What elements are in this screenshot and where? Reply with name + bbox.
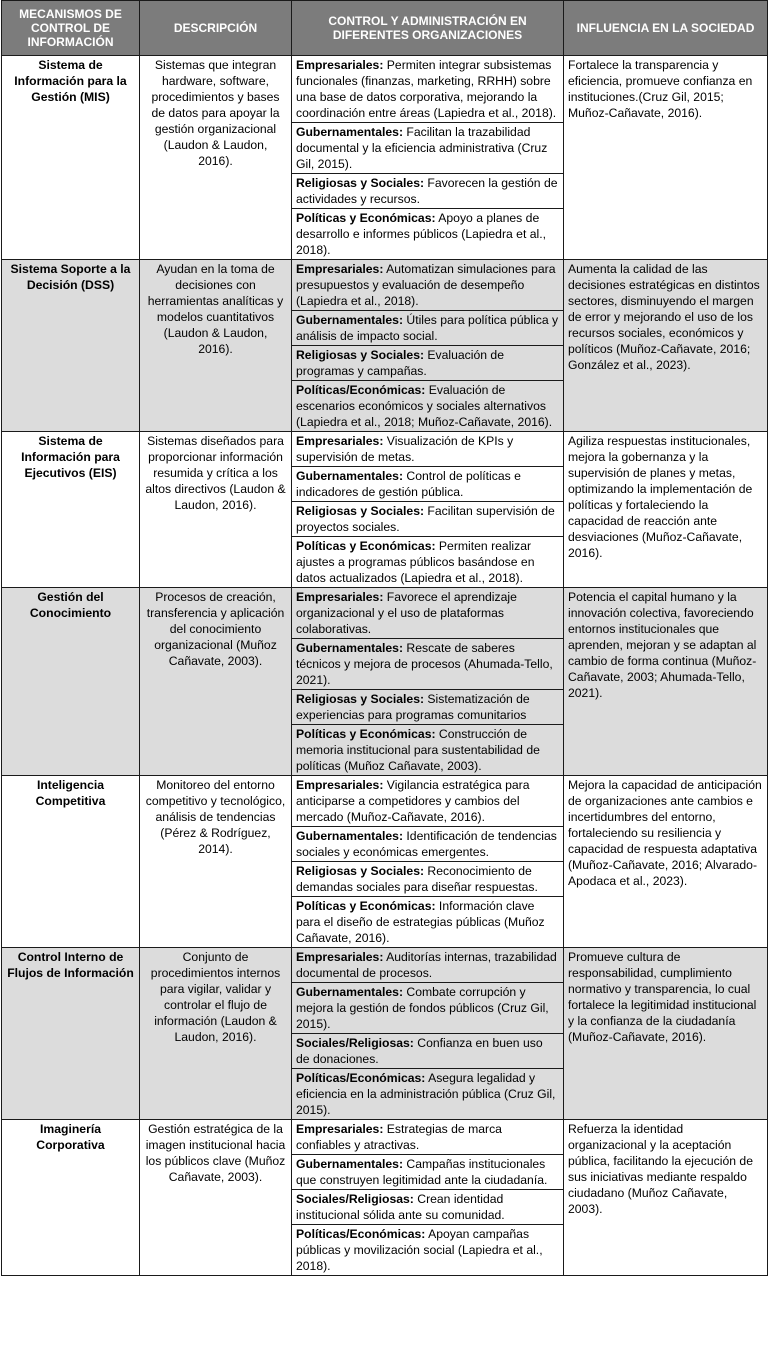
control-item — [292, 776, 563, 826]
table-row — [2, 432, 768, 588]
control-text: Facilitan supervisión de proyectos sociales. — [296, 504, 555, 534]
mechanism-cell: Sistema Soporte a la Decisión (DSS) — [2, 260, 140, 432]
control-label: Políticas/Económicas: — [296, 1071, 426, 1085]
control-text: Facilitan la trazabilidad documental y la eficiencia administrativa (Cruz Gil, 2015). — [296, 125, 548, 171]
control-item — [292, 689, 563, 724]
control-text: Sistematización de experiencias para programas comunitarios — [296, 692, 530, 722]
control-label: Gubernamentales: — [296, 313, 404, 327]
mechanism-cell: Control Interno de Flujos de Información — [2, 948, 140, 1120]
control-item — [292, 1120, 563, 1154]
header-control: CONTROL Y ADMINISTRACIÓN EN DIFERENTES ORGANIZACIONES — [292, 1, 564, 56]
control-item — [292, 536, 563, 587]
description-cell: Monitoreo del entorno competitivo y tecnológico, análisis de tendencias (Pérez & Rodríguez, 2014). — [140, 776, 292, 948]
control-item — [292, 122, 563, 173]
control-cell — [292, 260, 564, 432]
control-item — [292, 432, 563, 466]
control-text: Crean identidad institucional sólida ante su comunidad. — [296, 1192, 505, 1222]
control-item — [292, 826, 563, 861]
control-text: Asegura legalidad y eficiencia en la administración pública (Cruz Gil, 2015). — [296, 1071, 556, 1117]
control-item — [292, 466, 563, 501]
control-item — [292, 1068, 563, 1119]
header-influence: INFLUENCIA EN LA SOCIEDAD — [564, 1, 768, 56]
header-row — [2, 1, 768, 56]
control-label: Empresariales: — [296, 950, 384, 964]
control-text: Vigilancia estratégica para anticiparse a competidores y cambios del mercado (Muñoz-Cañavate, 2016). — [296, 778, 530, 824]
control-item — [292, 56, 563, 122]
description-cell: Sistemas diseñados para proporcionar información resumida y crítica a los altos directivos (Laudon & Laudon, 2016). — [140, 432, 292, 588]
control-item — [292, 345, 563, 380]
control-label: Gubernamentales: — [296, 469, 404, 483]
control-cell — [292, 56, 564, 260]
control-item — [292, 982, 563, 1033]
table-row — [2, 588, 768, 776]
control-label: Políticas y Económicas: — [296, 727, 436, 741]
control-text: Identificación de tendencias sociales y económicas emergentes. — [296, 829, 557, 859]
control-item — [292, 310, 563, 345]
control-cell — [292, 776, 564, 948]
control-text: Favorecen la gestión de actividades y recursos. — [296, 176, 558, 206]
control-text: Reconocimiento de demandas sociales para diseñar respuestas. — [296, 864, 538, 894]
control-text: Visualización de KPIs y supervisión de metas. — [296, 434, 514, 464]
control-label: Sociales/Religiosas: — [296, 1036, 414, 1050]
control-label: Empresariales: — [296, 58, 384, 72]
control-label: Políticas y Económicas: — [296, 899, 436, 913]
control-text: Confianza en buen uso de donaciones. — [296, 1036, 543, 1066]
control-label: Políticas y Económicas: — [296, 211, 436, 225]
mechanism-cell: Inteligencia Competitiva — [2, 776, 140, 948]
description-cell: Sistemas que integran hardware, software, procedimientos y bases de datos para apoyar la gestión organizacional (Laudon & Laudon, 2016). — [140, 56, 292, 260]
control-label: Religiosas y Sociales: — [296, 692, 425, 706]
control-text: Útiles para política pública y análisis de impacto social. — [296, 313, 559, 343]
control-text: Campañas institucionales que construyen legitimidad ante la ciudadanía. — [296, 1157, 548, 1187]
control-item — [292, 638, 563, 689]
control-label: Religiosas y Sociales: — [296, 504, 425, 518]
control-text: Favorece el aprendizaje organizacional y el uso de plataformas colaborativas. — [296, 590, 517, 636]
control-label: Religiosas y Sociales: — [296, 348, 425, 362]
control-item — [292, 260, 563, 310]
control-label: Religiosas y Sociales: — [296, 864, 425, 878]
control-text: Auditorías internas, trazabilidad documental de procesos. — [296, 950, 557, 980]
control-label: Gubernamentales: — [296, 985, 404, 999]
influence-cell: Agiliza respuestas institucionales, mejora la gobernanza y la supervisión de planes y metas, optimizando la implementación de políticas y fortaleciendo la capacidad de reacción ante desviaciones (Muñoz-Cañavate, 2016). — [564, 432, 768, 588]
control-text: Combate corrupción y mejora la gestión de fondos públicos (Cruz Gil, 2015). — [296, 985, 549, 1031]
control-item — [292, 948, 563, 982]
header-mechanisms: MECANISMOS DE CONTROL DE INFORMACIÓN — [2, 1, 140, 56]
control-label: Gubernamentales: — [296, 829, 404, 843]
control-text: Permiten realizar ajustes a programas públicos basándose en datos actualizados (Lapiedra et al., 2018). — [296, 539, 535, 585]
control-cell — [292, 948, 564, 1120]
control-item — [292, 380, 563, 431]
header-description: DESCRIPCIÓN — [140, 1, 292, 56]
control-cell — [292, 1120, 564, 1276]
control-label: Políticas/Económicas: — [296, 1227, 426, 1241]
control-text: Evaluación de programas y campañas. — [296, 348, 504, 378]
control-text: Construcción de memoria institucional para sustentabilidad de políticas (Muñoz Cañavate, 2003). — [296, 727, 540, 773]
influence-cell: Potencia el capital humano y la innovación colectiva, favoreciendo entornos institucionales que aprenden, mejoran y se adaptan al cambio de forma continua (Muñoz-Cañavate, 2003; Ahumada-Tello, 2021). — [564, 588, 768, 776]
table-row — [2, 260, 768, 432]
control-item — [292, 208, 563, 259]
influence-cell: Fortalece la transparencia y eficiencia, promueve confianza en instituciones.(Cruz Gil, 2015; Muñoz-Cañavate, 2016). — [564, 56, 768, 260]
information-control-table — [1, 0, 768, 1276]
control-text: Rescate de saberes técnicos y mejora de procesos (Ahumada-Tello, 2021). — [296, 641, 553, 687]
mechanism-cell: Imaginería Corporativa — [2, 1120, 140, 1276]
control-text: Control de políticas e indicadores de gestión pública. — [296, 469, 521, 499]
control-item — [292, 861, 563, 896]
control-label: Sociales/Religiosas: — [296, 1192, 414, 1206]
control-text: Apoyan campañas públicas y movilización social (Lapiedra et al., 2018). — [296, 1227, 543, 1273]
control-text: Estrategias de marca confiables y atractivas. — [296, 1122, 502, 1152]
influence-cell: Aumenta la calidad de las decisiones estratégicas en distintos sectores, disminuyendo el margen de error y mejorando el uso de los recursos sociales, económicos y políticos (Muñoz-Cañavate, 2016; González et al., 2023). — [564, 260, 768, 432]
control-item — [292, 1224, 563, 1275]
table-row — [2, 56, 768, 260]
control-item — [292, 1154, 563, 1189]
control-text: Evaluación de escenarios económicos y sociales alternativos (Lapiedra et al., 2018; Muñoz-Cañavate, 2016). — [296, 383, 553, 429]
control-label: Empresariales: — [296, 262, 384, 276]
influence-cell: Promueve cultura de responsabilidad, cumplimiento normativo y transparencia, lo cual fortalece la legitimidad institucional y la confianza de la ciudadanía (Muñoz-Cañavate, 2016). — [564, 948, 768, 1120]
control-text: Automatizan simulaciones para presupuestos y evaluación de desempeño (Lapiedra et al., 2018). — [296, 262, 556, 308]
control-label: Empresariales: — [296, 590, 384, 604]
mechanism-cell: Sistema de Información para la Gestión (MIS) — [2, 56, 140, 260]
mechanism-cell: Gestión del Conocimiento — [2, 588, 140, 776]
control-label: Gubernamentales: — [296, 641, 404, 655]
control-label: Políticas y Económicas: — [296, 539, 436, 553]
control-item — [292, 896, 563, 947]
description-cell: Conjunto de procedimientos internos para vigilar, validar y controlar el flujo de información (Laudon & Laudon, 2016). — [140, 948, 292, 1120]
mechanism-cell: Sistema de Información para Ejecutivos (EIS) — [2, 432, 140, 588]
control-text: Información clave para el diseño de estrategias públicas (Muñoz Cañavate, 2016). — [296, 899, 545, 945]
control-item — [292, 1189, 563, 1224]
control-label: Empresariales: — [296, 1122, 384, 1136]
description-cell: Ayudan en la toma de decisiones con herramientas analíticas y modelos cuantitativos (Laudon & Laudon, 2016). — [140, 260, 292, 432]
control-item — [292, 501, 563, 536]
control-item — [292, 1033, 563, 1068]
control-label: Políticas/Económicas: — [296, 383, 426, 397]
control-item — [292, 588, 563, 638]
control-label: Empresariales: — [296, 778, 384, 792]
control-item — [292, 173, 563, 208]
control-label: Empresariales: — [296, 434, 384, 448]
control-item — [292, 724, 563, 775]
control-label: Gubernamentales: — [296, 1157, 404, 1171]
description-cell: Procesos de creación, transferencia y aplicación del conocimiento organizacional (Muñoz Cañavate, 2003). — [140, 588, 292, 776]
table-row — [2, 1120, 768, 1276]
control-text: Apoyo a planes de desarrollo e informes públicos (Lapiedra et al., 2018). — [296, 211, 546, 257]
table-row — [2, 776, 768, 948]
control-text: Permiten integrar subsistemas funcionales (finanzas, marketing, RRHH) sobre una base de datos corporativa, mejorando la coordinación entre áreas (Lapiedra et al., 2018). — [296, 58, 557, 120]
control-label: Gubernamentales: — [296, 125, 404, 139]
control-cell — [292, 588, 564, 776]
influence-cell: Refuerza la identidad organizacional y la aceptación pública, facilitando la ejecución de sus iniciativas mediante respaldo ciudadano (Muñoz Cañavate, 2003). — [564, 1120, 768, 1276]
control-label: Religiosas y Sociales: — [296, 176, 425, 190]
description-cell: Gestión estratégica de la imagen institucional hacia los públicos clave (Muñoz Cañavate, 2003). — [140, 1120, 292, 1276]
table-row — [2, 948, 768, 1120]
control-cell — [292, 432, 564, 588]
influence-cell: Mejora la capacidad de anticipación de organizaciones ante cambios e incertidumbres del entorno, fortaleciendo su resiliencia y capacidad de respuesta adaptativa (Muñoz-Cañavate, 2016; Alvarado-Apodaca et al., 2023). — [564, 776, 768, 948]
